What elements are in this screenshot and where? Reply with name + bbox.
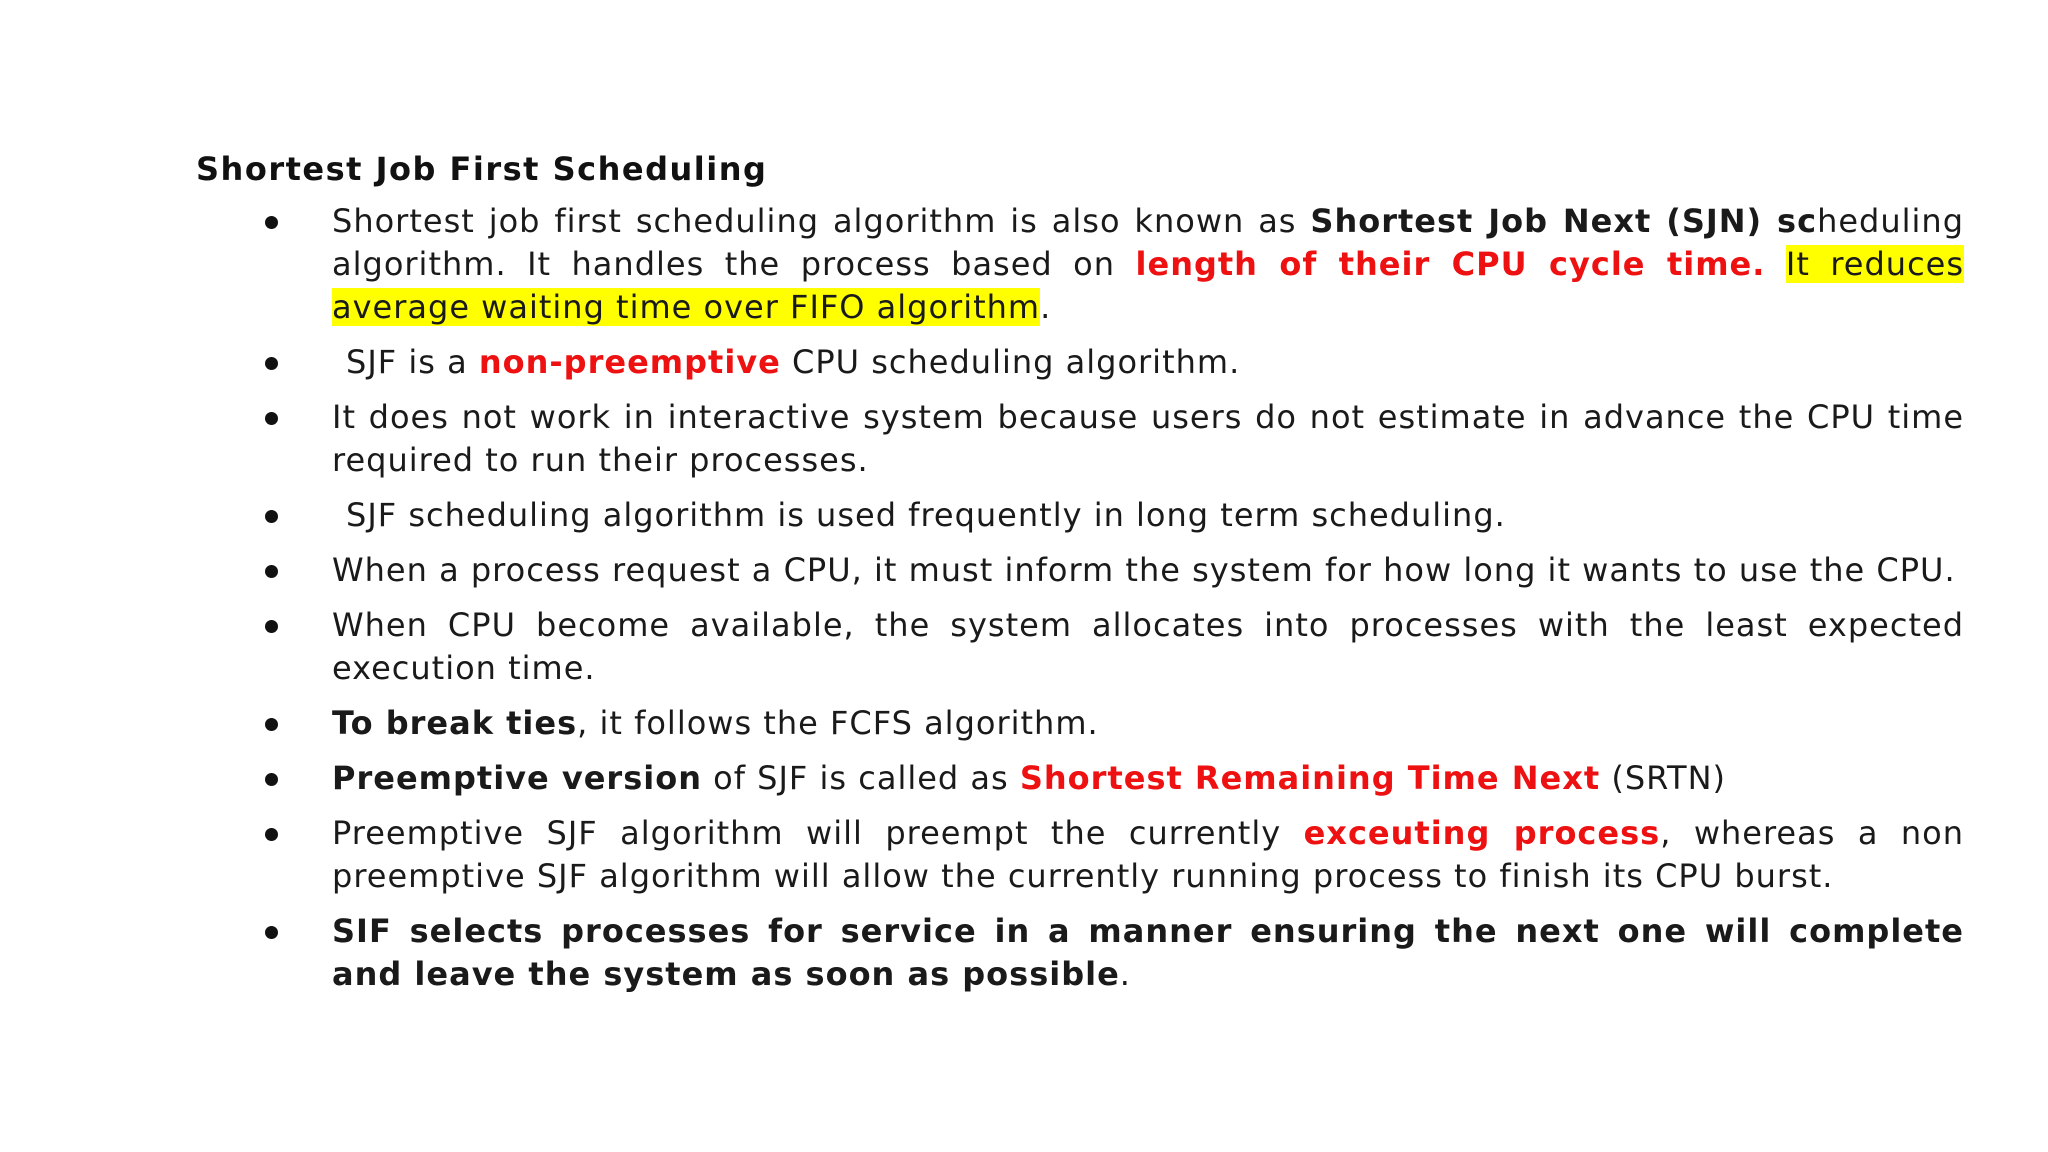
- text-run: When CPU become available, the system allocates into processes with the least expected execution time.: [332, 606, 1964, 687]
- bold-text: Preemptive version: [332, 759, 702, 797]
- highlighted-text: It reduces average waiting time over FIFO algorithm: [332, 245, 1965, 326]
- bullet-dot-icon: [265, 510, 278, 523]
- bullet-list: [260, 200, 1964, 1008]
- text-run: Shortest job first scheduling algorithm is also known as: [332, 202, 1311, 240]
- text-run: Preemptive SJF algorithm will preempt the currently: [332, 814, 1304, 852]
- text-run: , it follows the FCFS algorithm.: [577, 704, 1099, 742]
- bullet-dot-icon: [265, 357, 278, 370]
- text-run: CPU scheduling algorithm.: [780, 343, 1241, 381]
- text-run: , whereas a non preemptive SJF algorithm will allow the currently running process to finish its CPU burst.: [332, 814, 1965, 895]
- bullet-dot-icon: [265, 620, 278, 633]
- text-run: .: [1119, 955, 1131, 993]
- bold-text: Shortest Job Next (SJN) sc: [1310, 202, 1818, 240]
- list-item: [260, 341, 1964, 384]
- list-item: [260, 812, 1964, 898]
- text-run: It does not work in interactive system because users do not estimate in advance the CPU time required to run their processes.: [332, 398, 1964, 479]
- bold-text: SIF selects processes for service in a manner ensuring the next one will complete and leave the system as soon as possible: [332, 912, 1964, 993]
- text-run: of SJF is called as: [701, 759, 1020, 797]
- red-emphasis: length of their CPU cycle time.: [1135, 245, 1766, 283]
- bullet-dot-icon: [265, 216, 278, 229]
- text-run: .: [1040, 288, 1052, 326]
- text-run: heduling algorithm. It handles the process based on: [332, 202, 1965, 283]
- page-title: Shortest Job First Scheduling: [196, 150, 768, 188]
- list-item: [260, 200, 1964, 329]
- text-run: SJF scheduling algorithm is used frequently in long term scheduling.: [346, 496, 1506, 534]
- list-item: [260, 604, 1964, 690]
- list-item: [260, 494, 1964, 537]
- bullet-dot-icon: [265, 773, 278, 786]
- bullet-dot-icon: [265, 718, 278, 731]
- list-item: [260, 910, 1964, 996]
- list-item: [260, 757, 1964, 800]
- text-run: [1765, 245, 1785, 283]
- red-emphasis: Shortest Remaining Time Next: [1019, 759, 1601, 797]
- bullet-dot-icon: [265, 565, 278, 578]
- list-item: [260, 396, 1964, 482]
- text-run: When a process request a CPU, it must inform the system for how long it wants to use the CPU.: [332, 551, 1956, 589]
- bullet-dot-icon: [265, 828, 278, 841]
- red-emphasis: non-preemptive: [478, 343, 781, 381]
- bullet-dot-icon: [265, 412, 278, 425]
- text-run: SJF is a: [346, 343, 479, 381]
- red-emphasis: exceuting process: [1303, 814, 1661, 852]
- bold-text: To break ties: [332, 704, 578, 742]
- list-item: [260, 702, 1964, 745]
- bullet-dot-icon: [265, 926, 278, 939]
- text-run: (SRTN): [1600, 759, 1726, 797]
- list-item: [260, 549, 1964, 592]
